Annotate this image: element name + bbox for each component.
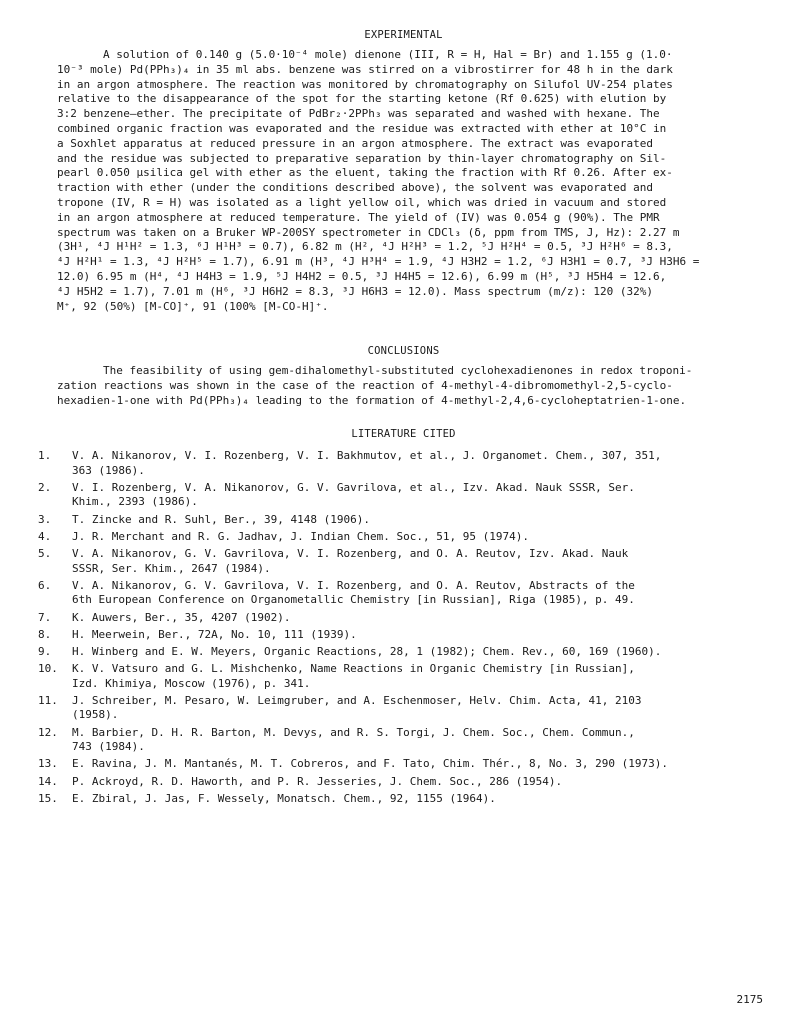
reference-line: V. I. Rozenberg, V. A. Nikanorov, G. V. Gavrilova, et al., Izv. Akad. Nauk SSSR, Ser.: [72, 480, 635, 494]
experimental-line: relative to the disappearance of the spot for the starting ketone (Rf 0.625) with elution by: [57, 92, 667, 106]
reference-line: E. Zbiral, J. Jas, F. Wessely, Monatsch. Chem., 92, 1155 (1964).: [72, 791, 496, 805]
reference-number: 12.: [38, 725, 58, 739]
reference-item: [38, 611, 768, 626]
experimental-line: A solution of 0.140 g (5.0·10⁻⁴ mole) dienone (III, R = H, Hal = Br) and 1.155 g (1.0·: [103, 48, 673, 61]
experimental-paragraph: [57, 48, 755, 314]
conclusions-heading: CONCLUSIONS: [367, 345, 440, 357]
reference-item: [38, 645, 768, 660]
reference-item: [38, 579, 768, 608]
reference-number: 13.: [38, 757, 58, 771]
reference-number: 15.: [38, 791, 58, 805]
experimental-line: and the residue was subjected to preparative separation by thin-layer chromatography on Sil-: [57, 151, 667, 165]
reference-text: [72, 579, 768, 608]
reference-text: [72, 775, 768, 790]
reference-line: Izd. Khimiya, Moscow (1976), p. 341.: [72, 676, 311, 690]
reference-line: SSSR, Ser. Khim., 2647 (1984).: [72, 561, 271, 575]
experimental-line: combined organic fraction was evaporated and the residue was extracted with ether at 10°C in: [57, 121, 667, 135]
experimental-line: (3H¹, ⁴J H¹H² = 1.3, ⁶J H¹H³ = 0.7), 6.82 m (H², ⁴J H²H³ = 1.2, ⁵J H²H⁴ = 0.5, ³J H²H⁶ = 8.3,: [57, 240, 673, 254]
reference-item: [38, 449, 768, 478]
reference-item: [38, 628, 768, 643]
reference-item: [38, 694, 768, 723]
reference-number: 2.: [38, 480, 52, 494]
reference-item: [38, 481, 768, 510]
reference-line: V. A. Nikanorov, V. I. Rozenberg, V. I. Bakhmutov, et al., J. Organomet. Chem., 307, 351,: [72, 449, 662, 462]
reference-text: [72, 513, 768, 528]
reference-number: 6.: [38, 578, 52, 592]
reference-line: H. Meerwein, Ber., 72A, No. 10, 111 (1939).: [72, 627, 357, 641]
experimental-line: ⁴J H5H2 = 1.7), 7.01 m (H⁶, ³J H6H2 = 8.3, ³J H6H3 = 12.0). Mass spectrum (m/z): 120 (32%): [57, 284, 654, 298]
reference-number: 1.: [38, 449, 52, 462]
experimental-line: 12.0) 6.95 m (H⁴, ⁴J H4H3 = 1.9, ⁵J H4H2 = 0.5, ³J H4H5 = 12.6), 6.99 m (H⁵, ³J H5H4 = 12.6,: [57, 269, 667, 283]
reference-text: [72, 628, 768, 643]
reference-text: [72, 481, 768, 510]
reference-text: [72, 530, 768, 545]
reference-line: V. A. Nikanorov, G. V. Gavrilova, V. I. Rozenberg, and O. A. Reutov, Izv. Akad. Nauk: [72, 546, 629, 560]
experimental-line: tropone (IV, R = H) was isolated as a light yellow oil, which was dried in vacuum and stored: [57, 195, 667, 209]
reference-text: [72, 792, 768, 807]
experimental-line: spectrum was taken on a Bruker WP-200SY spectrometer in CDCl₃ (δ, ppm from TMS, J, Hz): 2.27 m: [57, 225, 680, 239]
reference-text: [72, 662, 768, 691]
reference-line: Khim., 2393 (1986).: [72, 495, 198, 509]
experimental-line: ⁴J H²H¹ = 1.3, ⁴J H²H⁵ = 1.7), 6.91 m (H³, ⁴J H³H⁴ = 1.9, ⁴J H3H2 = 1.2, ⁶J H3H1 = 0.7, ³J H3H6 =: [57, 255, 700, 269]
reference-item: [38, 513, 768, 528]
reference-line: K. Auwers, Ber., 35, 4207 (1902).: [72, 610, 291, 624]
reference-number: 10.: [38, 662, 58, 676]
reference-line: K. V. Vatsuro and G. L. Mishchenko, Name Reactions in Organic Chemistry [in Russian],: [72, 662, 635, 676]
reference-text: [72, 449, 768, 478]
reference-item: [38, 547, 768, 576]
reference-line: J. R. Merchant and R. G. Jadhav, J. Indian Chem. Soc., 51, 95 (1974).: [72, 529, 529, 543]
reference-text: [72, 726, 768, 755]
reference-text: [72, 547, 768, 576]
reference-number: 8.: [38, 627, 52, 641]
reference-item: [38, 530, 768, 545]
reference-list: [38, 449, 768, 809]
reference-line: M. Barbier, D. H. R. Barton, M. Devys, and R. S. Torgi, J. Chem. Soc., Chem. Commun.,: [72, 725, 635, 739]
conclusions-paragraph: [57, 364, 755, 408]
reference-item: [38, 775, 768, 790]
reference-item: [38, 792, 768, 807]
experimental-line: traction with ether (under the conditions described above), the solvent was evaporated and: [57, 181, 654, 195]
experimental-line: a Soxhlet apparatus at reduced pressure in an argon atmosphere. The extract was evaporated: [57, 136, 654, 150]
reference-text: [72, 611, 768, 626]
reference-number: 4.: [38, 529, 52, 543]
page-number: 2175: [736, 993, 763, 1006]
reference-item: [38, 757, 768, 772]
experimental-line: 10⁻³ mole) Pd(PPh₃)₄ in 35 ml abs. benzene was stirred on a vibrostirrer for 48 h in the dark: [57, 62, 673, 76]
reference-number: 5.: [38, 546, 52, 560]
reference-line: P. Ackroyd, R. D. Haworth, and P. R. Jesseries, J. Chem. Soc., 286 (1954).: [72, 774, 563, 788]
experimental-line: in an argon atmosphere at reduced temperature. The yield of (IV) was 0.054 g (90%). The PMR: [57, 210, 660, 224]
reference-number: 11.: [38, 693, 58, 707]
reference-text: [72, 645, 768, 660]
reference-line: E. Ravina, J. M. Mantanés, M. T. Cobreros, and F. Tato, Chim. Thér., 8, No. 3, 290 (1973).: [72, 757, 669, 771]
experimental-line: pearl 0.050 μsilica gel with ether as the eluent, taking the fraction with Rf 0.26. After ex-: [57, 166, 673, 180]
conclusions-line: hexadien-1-one with Pd(PPh₃)₄ leading to the formation of 4-methyl-2,4,6-cycloheptatrien-1-one.: [57, 393, 687, 407]
reference-text: [72, 757, 768, 772]
reference-number: 14.: [38, 774, 58, 788]
experimental-line: M⁺, 92 (50%) [M-CO]⁺, 91 (100% [M-CO-H]⁺.: [57, 299, 329, 313]
reference-line: T. Zincke and R. Suhl, Ber., 39, 4148 (1906).: [72, 512, 371, 526]
reference-item: [38, 726, 768, 755]
reference-line: 363 (1986).: [72, 463, 145, 477]
reference-number: 7.: [38, 610, 52, 624]
experimental-line: in an argon atmosphere. The reaction was monitored by chromatography on Silufol UV-254 plates: [57, 77, 673, 91]
reference-number: 3.: [38, 512, 52, 526]
reference-text: [72, 694, 768, 723]
reference-number: 9.: [38, 644, 52, 658]
reference-line: V. A. Nikanorov, G. V. Gavrilova, V. I. Rozenberg, and O. A. Reutov, Abstracts of the: [72, 578, 635, 592]
conclusions-line: zation reactions was shown in the case of the reaction of 4-methyl-4-dibromomethyl-2,5-cyclo-: [57, 378, 673, 392]
reference-item: [38, 662, 768, 691]
reference-line: 6th European Conference on Organometallic Chemistry [in Russian], Riga (1985), p. 49.: [72, 593, 635, 607]
literature-heading: LITERATURE CITED: [351, 428, 456, 440]
experimental-heading: EXPERIMENTAL: [364, 29, 443, 41]
reference-line: 743 (1984).: [72, 740, 145, 754]
reference-line: (1958).: [72, 708, 119, 722]
conclusions-line: The feasibility of using gem-dihalomethyl-substituted cyclohexadienones in redox troponi-: [103, 364, 693, 377]
reference-line: J. Schreiber, M. Pesaro, W. Leimgruber, and A. Eschenmoser, Helv. Chim. Acta, 41, 2103: [72, 693, 642, 707]
experimental-line: 3:2 benzene—ether. The precipitate of PdBr₂·2PPh₃ was separated and washed with hexane. The: [57, 107, 660, 121]
reference-line: H. Winberg and E. W. Meyers, Organic Reactions, 28, 1 (1982); Chem. Rev., 60, 169 (1960).: [72, 644, 662, 658]
